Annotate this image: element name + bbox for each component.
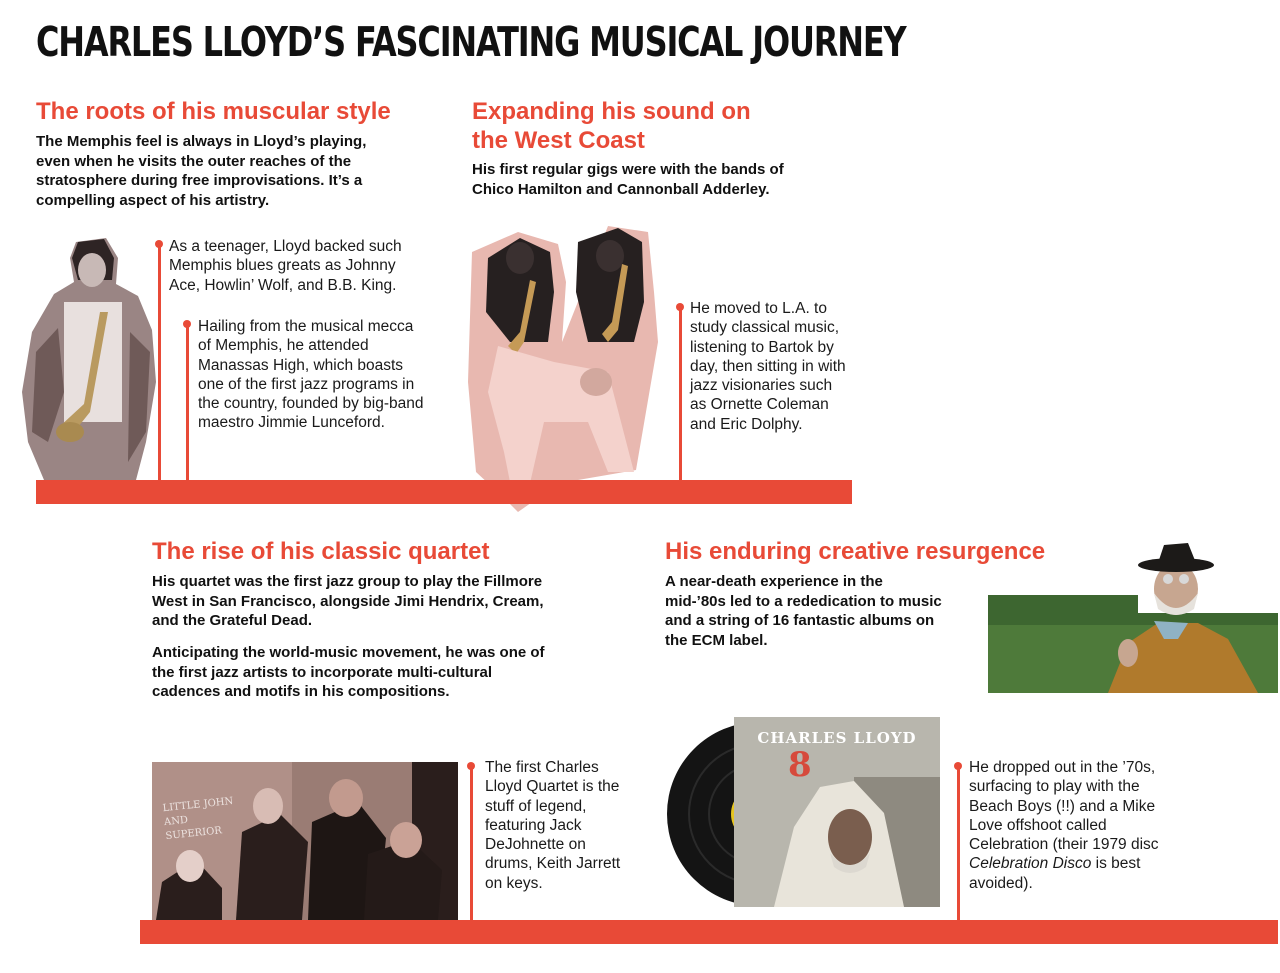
album-portrait bbox=[734, 717, 940, 907]
timeline-dot bbox=[676, 303, 684, 311]
section-heading: The roots of his muscular style bbox=[36, 98, 391, 125]
note-text: He dropped out in the ’70s, surfacing to play with the Beach Boys (!!) and a Mike Love offshoot called Celebration (their 1979 disc bbox=[969, 759, 1159, 854]
timeline-bar-bottom bbox=[140, 920, 1278, 944]
album-artist: CHARLES LLOYD bbox=[757, 729, 917, 747]
timeline-dot bbox=[467, 762, 475, 770]
timeline-note: The first Charles Lloyd Quartet is the stuff of legend, featuring Jack DeJohnette on drums, Keith Jarrett on keys. bbox=[485, 759, 621, 892]
heading-line: the West Coast bbox=[472, 127, 645, 154]
timeline-dot bbox=[155, 240, 163, 248]
section-heading: His enduring creative resurgence bbox=[665, 538, 1046, 565]
section-heading: The rise of his classic quartet bbox=[152, 538, 490, 565]
quartet-photo bbox=[152, 762, 458, 920]
timeline-pin bbox=[470, 766, 473, 920]
portrait-photo bbox=[988, 543, 1278, 693]
timeline-pin bbox=[158, 244, 161, 480]
timeline-dot bbox=[954, 762, 962, 770]
section-intro: The Memphis feel is always in Lloyd’s playing, even when he visits the outer reaches of the stratosphere during free improvisations. It’s a compelling aspect of his artistry. bbox=[36, 133, 367, 209]
timeline-note: As a teenager, Lloyd backed such Memphis blues greats as Johnny Ace, Howlin’ Wolf, and B.B. King. bbox=[169, 238, 402, 294]
timeline-bar-top bbox=[36, 480, 852, 504]
quartet-photo-figures bbox=[152, 762, 458, 920]
heading-line: Expanding his sound on bbox=[472, 98, 751, 125]
album-title: Celebration Disco bbox=[969, 855, 1092, 873]
timeline-dot bbox=[183, 320, 191, 328]
album-cover-8 bbox=[734, 717, 940, 907]
timeline-pin bbox=[957, 766, 960, 920]
timeline-pin bbox=[679, 307, 682, 480]
section-intro: Anticipating the world-music movement, he was one of the first jazz artists to incorporate multi-cultural cadences and motifs in his compositions. bbox=[152, 644, 545, 700]
section-intro: A near-death experience in the mid-’80s led to a rededication to music and a string of 16 fantastic albums on the ECM label. bbox=[665, 573, 942, 649]
wall-graffiti: LITTLE JOHN AND SUPERIOR bbox=[162, 795, 234, 843]
page-title: CHARLES LLOYD’S FASCINATING MUSICAL JOURNEY bbox=[36, 18, 906, 66]
section-intro: His quartet was the first jazz group to play the Fillmore West in San Francisco, alongside Jimi Hendrix, Cream, and the Grateful Dead. bbox=[152, 573, 544, 629]
timeline-pin bbox=[186, 324, 189, 480]
timeline-note: He moved to L.A. to study classical music, listening to Bartok by day, then sitting in with jazz visionaries such as Ornette Coleman and Eric Dolphy. bbox=[690, 300, 846, 433]
album-number: 8 bbox=[788, 745, 812, 785]
section-intro: His first regular gigs were with the bands of Chico Hamilton and Cannonball Adderley. bbox=[472, 161, 784, 198]
section-heading bbox=[472, 97, 751, 155]
timeline-note bbox=[969, 758, 1179, 893]
note-text: is best avoided). bbox=[969, 855, 1141, 892]
jazz-band-photo bbox=[458, 222, 664, 512]
teen-saxophonist-photo bbox=[18, 232, 160, 480]
timeline-note: Hailing from the musical mecca of Memphis, he attended Manassas High, which boasts one of the first jazz programs in the country, founded by big-band maestro Jimmie Lunceford. bbox=[198, 318, 424, 432]
